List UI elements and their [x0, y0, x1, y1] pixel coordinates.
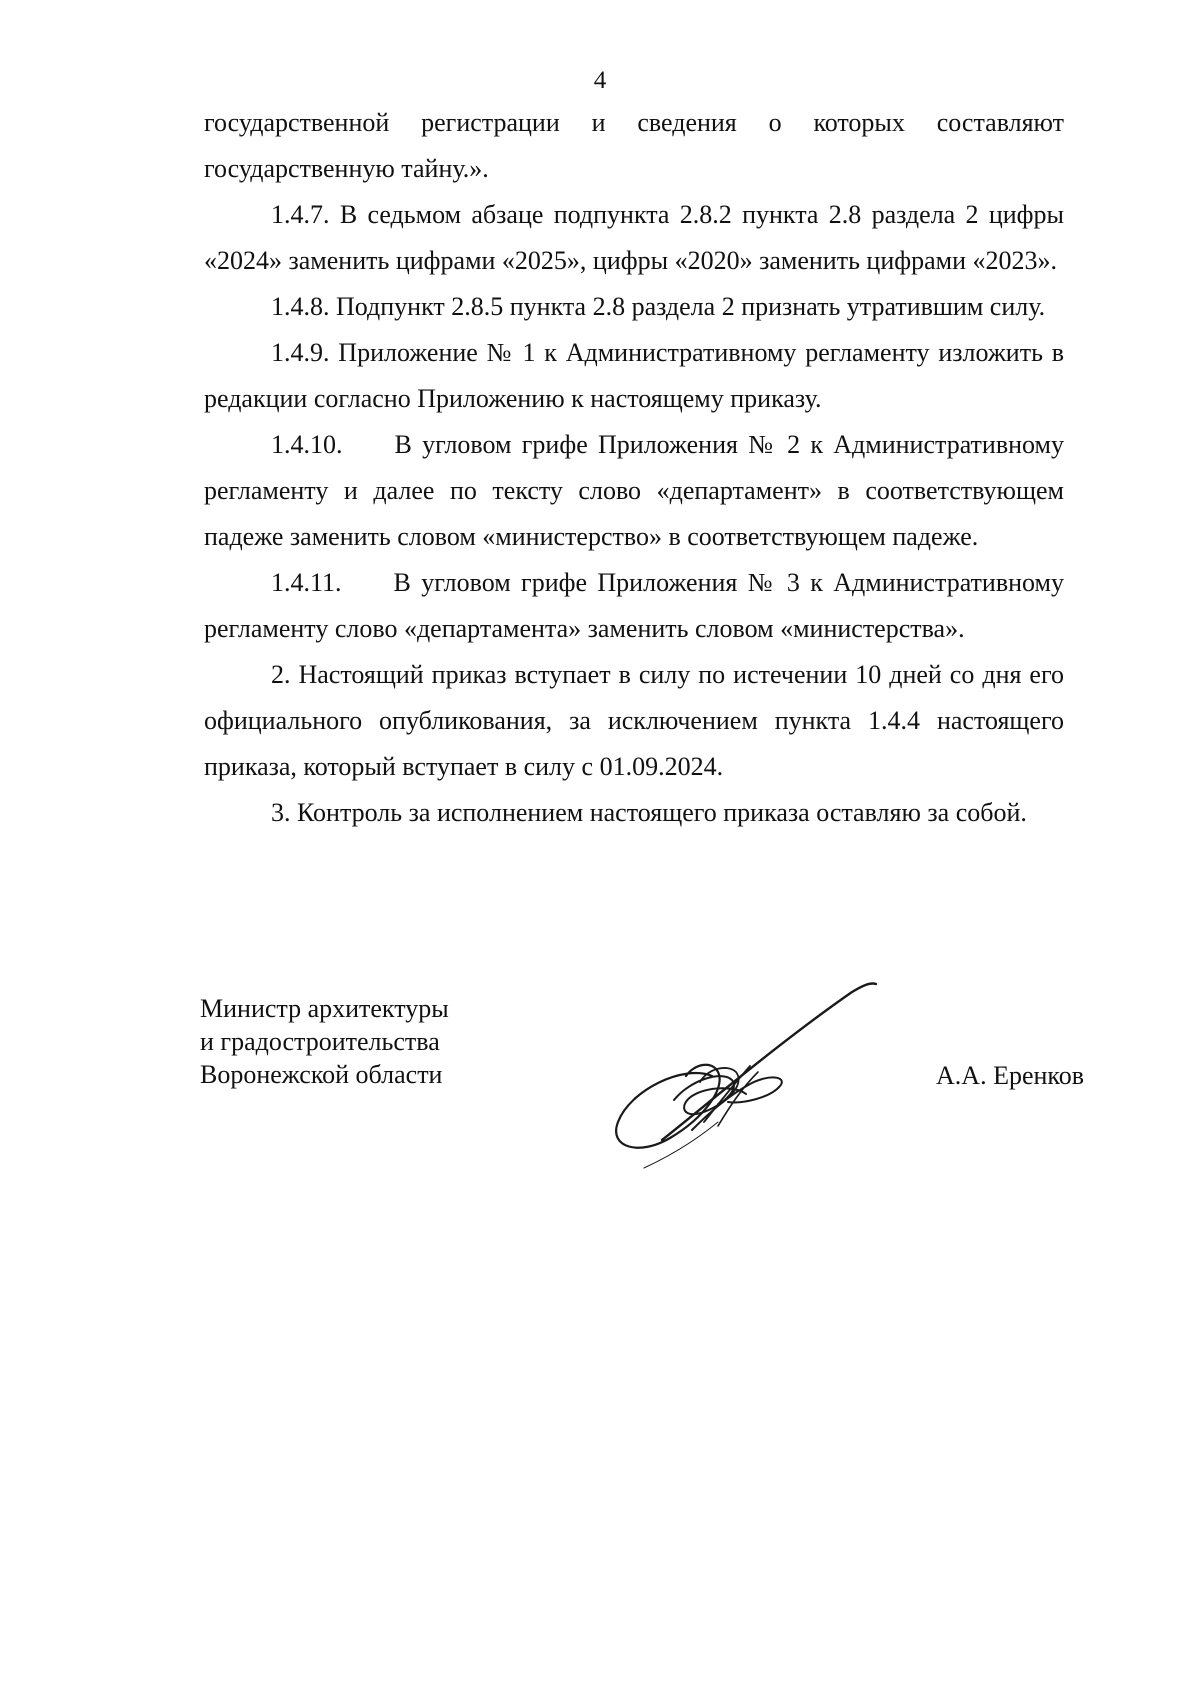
paragraph-1-4-10: [204, 422, 1064, 560]
signer-position-line: Воронежской области: [200, 1060, 443, 1089]
paragraph-1-4-9: 1.4.9. Приложение № 1 к Административному регламенту изложить в редакции согласно Приложению к настоящему приказу.: [204, 338, 1064, 413]
document-body: [204, 100, 1064, 836]
page-number: 4: [593, 67, 607, 94]
paragraph-3: 3. Контроль за исполнением настоящего приказа оставляю за собой.: [271, 798, 1027, 827]
paragraph-text: В угловом грифе Приложения № 3 к Административному регламенту слово «департамента» заменить словом «министерства».: [204, 568, 1064, 643]
signer-name: А.А. Еренков: [936, 1061, 1084, 1090]
paragraph-1-4-8: 1.4.8. Подпункт 2.8.5 пункта 2.8 раздела 2 признать утратившим силу.: [271, 292, 1046, 321]
paragraph-2: 2. Настоящий приказ вступает в силу по истечении 10 дней со дня его официального опубликования, за исключением пункта 1.4.4 настоящего приказа, который вступает в силу с 01.09.2024.: [204, 660, 1064, 781]
paragraph-number: 1.4.11.: [271, 568, 342, 597]
signer-position-line: и градостроительства: [200, 1027, 440, 1056]
signer-position-line: Министр архитектуры: [200, 994, 449, 1023]
handwritten-signature: [600, 972, 930, 1172]
paragraph-number: 1.4.10.: [271, 430, 343, 459]
paragraph-1-4-11: [204, 560, 1064, 652]
signer-position: [200, 992, 449, 1091]
paragraph-1-4-7: 1.4.7. В седьмом абзаце подпункта 2.8.2 пункта 2.8 раздела 2 цифры «2024» заменить цифрами «2025», цифры «2020» заменить цифрами «2023».: [204, 200, 1064, 275]
paragraph-continuation: государственной регистрации и сведения о которых составляют государственную тайну.».: [204, 108, 1064, 183]
paragraph-text: В угловом грифе Приложения № 2 к Административному регламенту и далее по тексту слово «департамент» в соответствующем падеже заменить словом «министерство» в соответствующем падеже.: [204, 430, 1064, 551]
